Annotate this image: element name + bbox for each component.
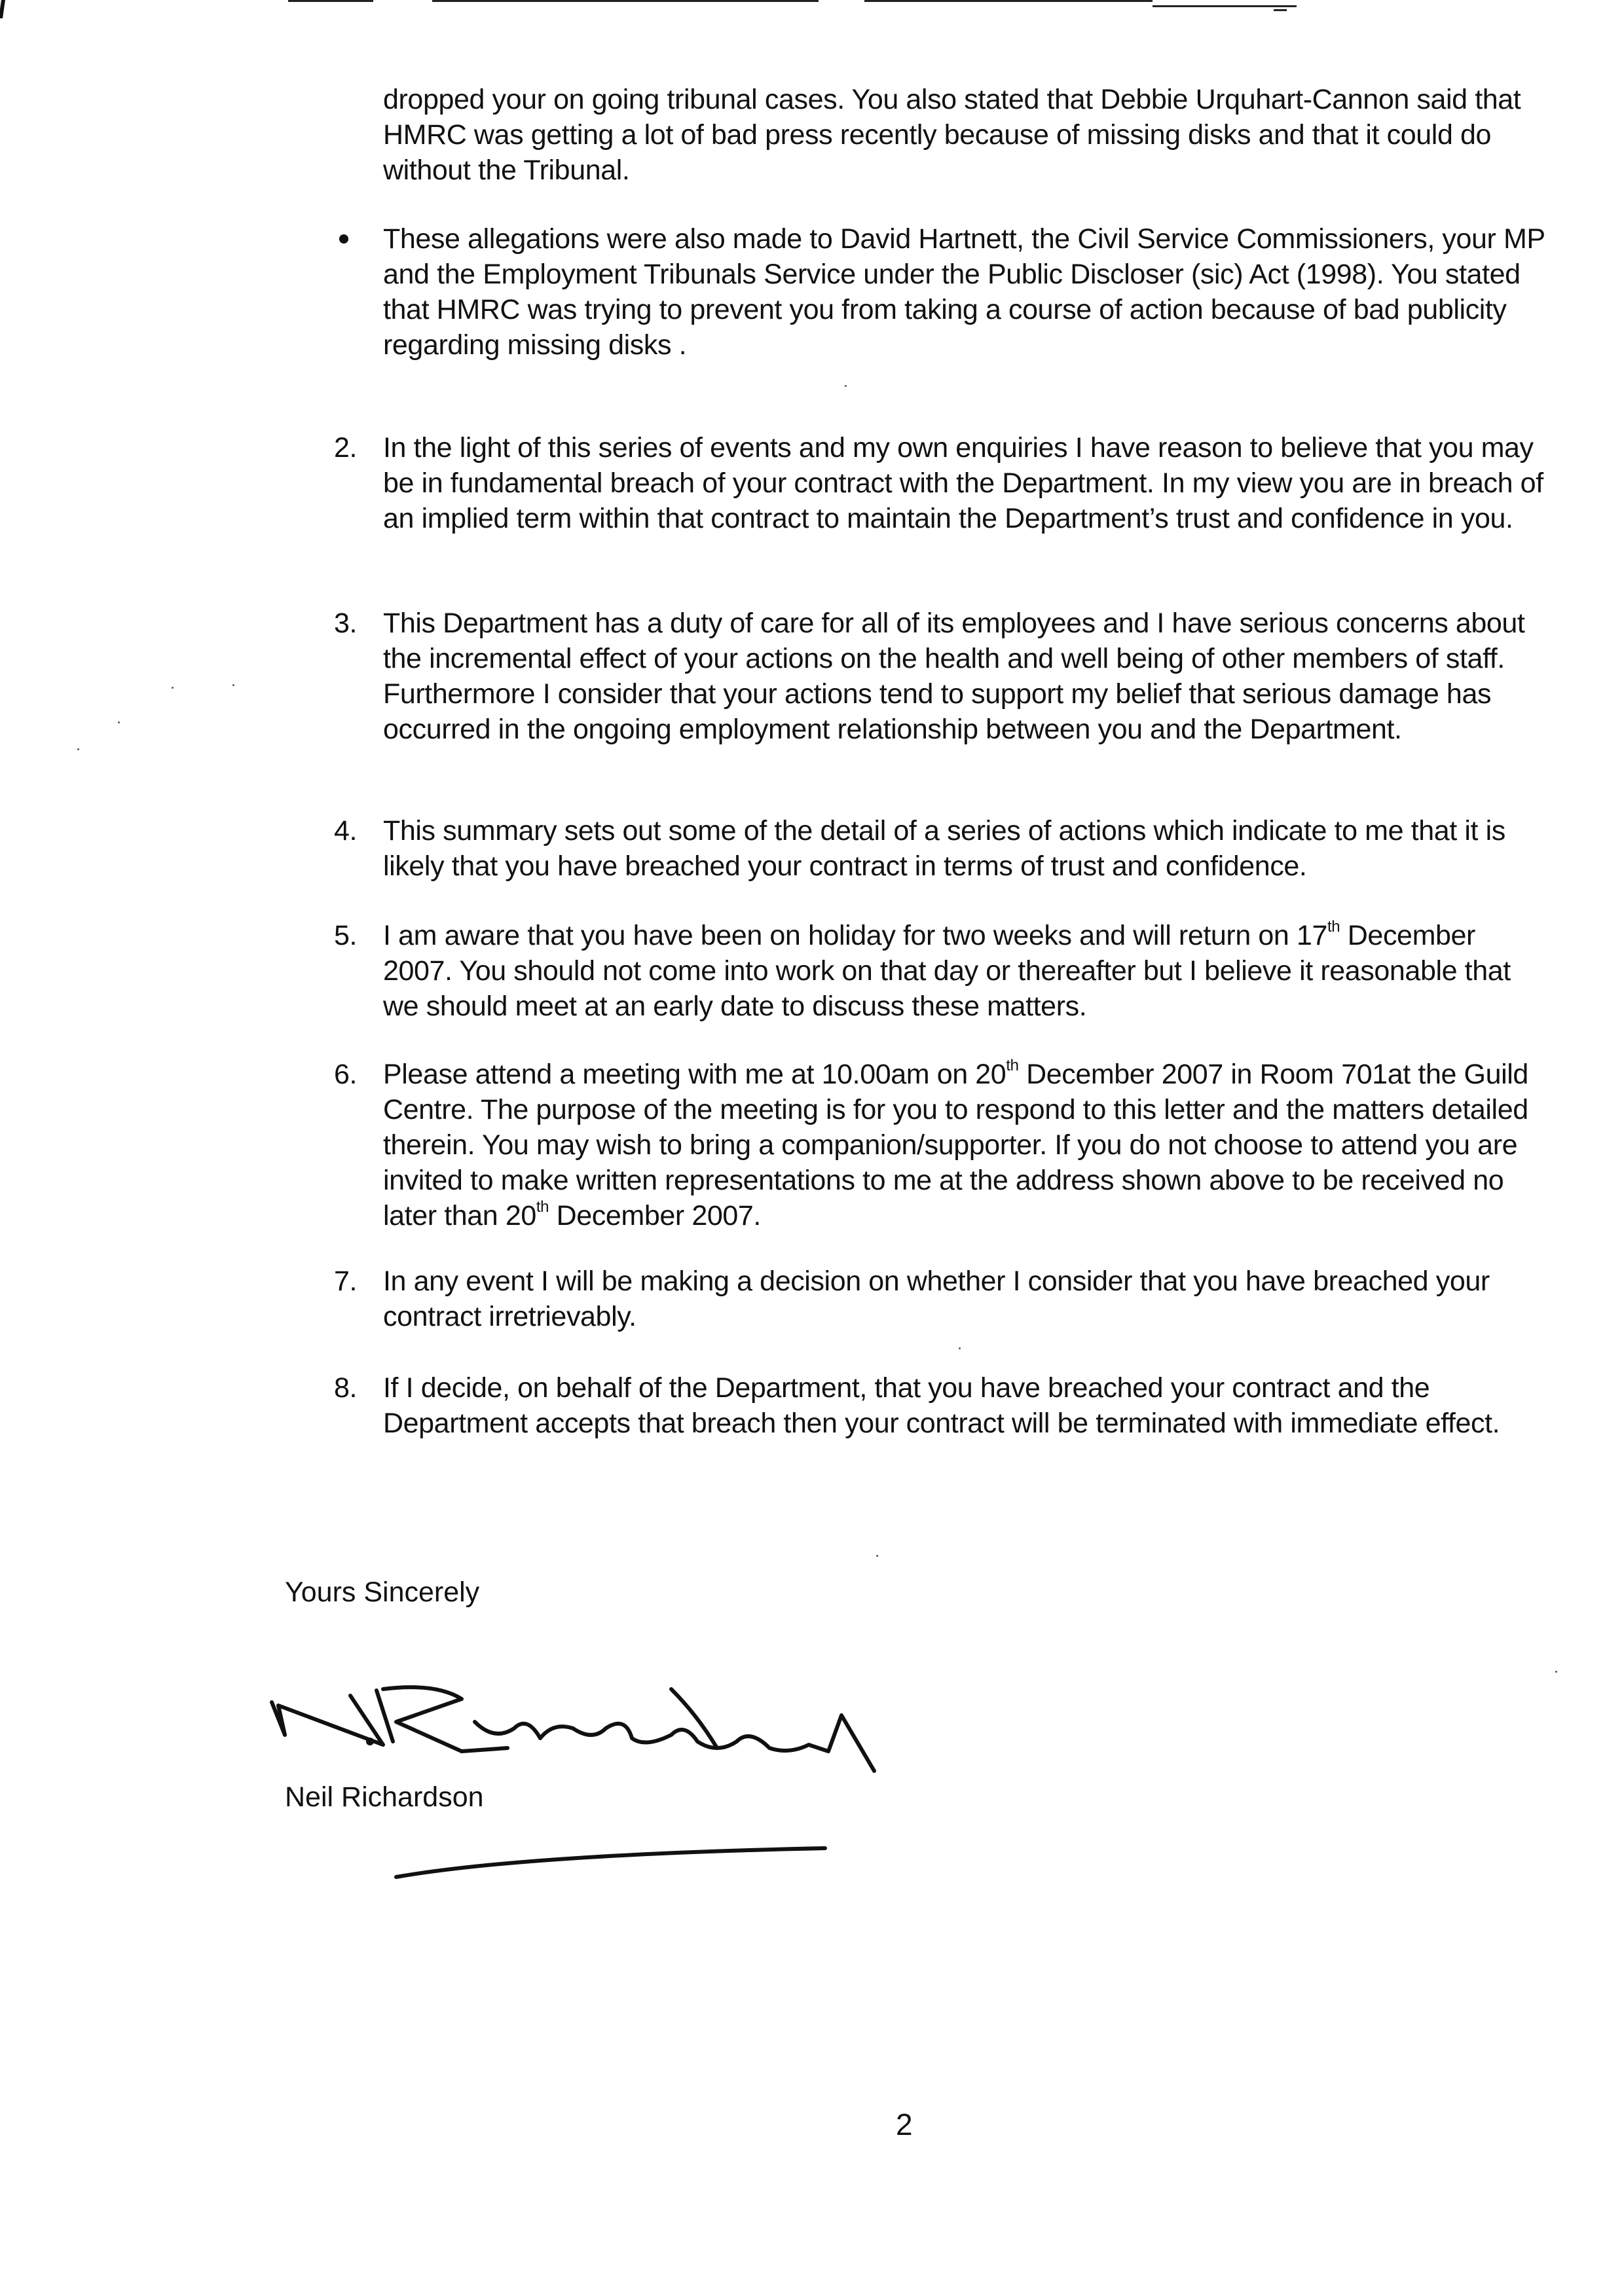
scan-top-rule [1153, 5, 1297, 7]
signatory-name: Neil Richardson [285, 1781, 484, 1813]
handwritten-signature [265, 1676, 887, 1774]
item-text: If I decide, on behalf of the Department, that you have breached your contract and the Department accepts that breach then your contract will be terminated with immediate effect. [383, 1372, 1500, 1439]
item-text-part: Please attend a meeting with me at 10.00am on 20 [383, 1059, 1006, 1090]
numbered-item-5 [334, 918, 1552, 1024]
numbered-item-2 [334, 430, 1552, 536]
item-number: 5. [334, 920, 358, 951]
continuation-paragraph [383, 82, 1536, 188]
item-number: 6. [334, 1059, 358, 1090]
page-number: 2 [896, 2107, 913, 2141]
numbered-item-4 [334, 813, 1552, 884]
numbered-item-3 [334, 606, 1552, 747]
ordinal-suffix: th [536, 1198, 549, 1216]
numbered-item-8 [334, 1370, 1552, 1441]
item-text-part: December 2007 in Room 701at the Guild Centre. The purpose of the meeting is for you to respond to this letter and the matters detailed therein. You may wish to bring a companion/supporter. If you do not choose to attend you are invited to make written representations to me at the address shown above to be received no later than 20 [383, 1059, 1528, 1231]
item-text: This summary sets out some of the detail of a series of actions which indicate to me that it is likely that you have breached your contract in terms of trust and confidence. [383, 815, 1505, 882]
item-number: 3. [334, 608, 358, 639]
item-number: 4. [334, 815, 358, 847]
scan-corner-mark [0, 0, 5, 18]
scan-speck [1555, 1671, 1557, 1673]
item-text: In the light of this series of events and my own enquiries I have reason to believe that you may be in fundamental breach of your contract with the Department. In my view you are in breach of an implied term within that contract to maintain the Department’s trust and confidence in you. [383, 432, 1543, 534]
item-text: In any event I will be making a decision on whether I consider that you have breached your contract irretrievably. [383, 1266, 1490, 1332]
item-number: 8. [334, 1372, 358, 1404]
item-number: 2. [334, 432, 358, 464]
scan-speck [118, 721, 120, 723]
bullet-icon [339, 234, 348, 244]
scan-speck [845, 385, 847, 387]
scan-speck [959, 1347, 961, 1349]
scan-speck [77, 748, 79, 750]
scan-top-rule [432, 0, 819, 2]
bullet-item-text: These allegations were also made to David Hartnett, the Civil Service Commissioners, your MP and the Employment Tribunals Service under the Public Discloser (sic) Act (1998). You stated that HMRC was trying to prevent you from taking a course of action because of bad publicity regarding missing disks . [383, 223, 1545, 361]
scan-speck [232, 684, 234, 686]
numbered-item-6 [334, 1057, 1552, 1233]
scan-speck [876, 1555, 878, 1557]
item-text [383, 1057, 1552, 1233]
item-text-part: December 2007. You should not come into work on that day or thereafter but I believe it reasonable that we should meet at an early date to discuss these matters. [383, 920, 1511, 1022]
item-text-part: I am aware that you have been on holiday for two weeks and will return on 17 [383, 920, 1328, 951]
item-text [383, 918, 1552, 1024]
item-text-part: December 2007. [549, 1200, 761, 1231]
scan-top-rule [864, 0, 1153, 2]
closing-salutation: Yours Sincerely [285, 1576, 480, 1608]
numbered-item-7 [334, 1264, 1552, 1334]
scan-top-rule [1274, 9, 1287, 11]
signature-underline-stroke [393, 1843, 832, 1882]
ordinal-suffix: th [1006, 1057, 1019, 1074]
ordinal-suffix: th [1327, 918, 1340, 936]
item-number: 7. [334, 1266, 358, 1297]
paragraph-text: dropped your on going tribunal cases. You also stated that Debbie Urquhart-Cannon said that HMRC was getting a lot of bad press recently because of missing disks and that it could do without the Tribunal. [383, 84, 1521, 186]
bullet-list-item [334, 221, 1552, 363]
scan-speck [172, 687, 174, 689]
item-text: This Department has a duty of care for all of its employees and I have serious concerns about the incremental effect of your actions on the health and well being of other members of staff. Furthermore I consider that your actions tend to support my belief that serious damage has occurred in the ongoing employment relationship between you and the Department. [383, 608, 1525, 745]
scan-top-rule [288, 0, 373, 2]
